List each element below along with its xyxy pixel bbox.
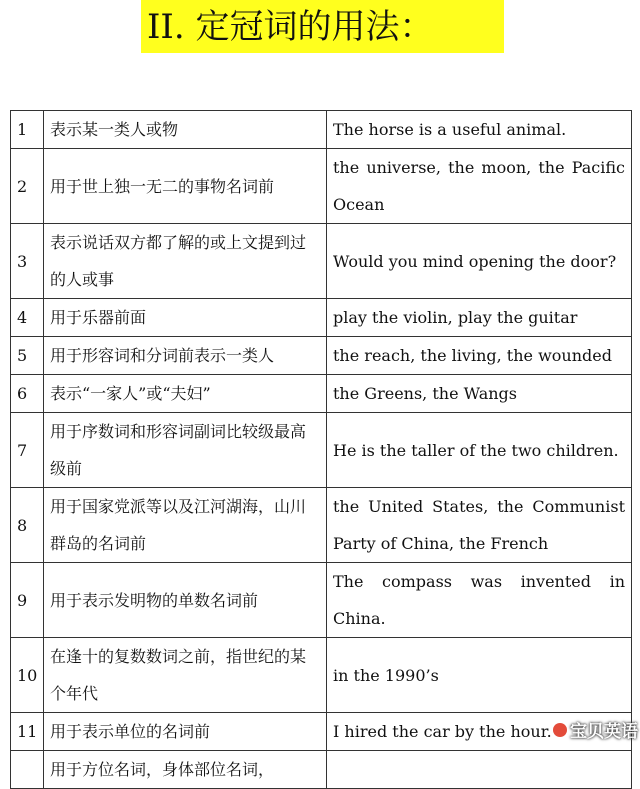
usage-example: The horse is a useful animal.	[327, 111, 632, 149]
row-number: 2	[11, 149, 44, 224]
usage-example: I hired the car by the hour.	[327, 713, 632, 751]
usage-description: 用于表示单位的名词前	[44, 713, 327, 751]
table-row	[11, 224, 632, 299]
usage-description: 表示说话双方都了解的或上文提到过的人或事	[44, 224, 327, 299]
usage-description: 用于乐器前面	[44, 299, 327, 337]
table-row	[11, 299, 632, 337]
usage-description: 在逢十的复数数词之前，指世纪的某个年代	[44, 638, 327, 713]
watermark	[553, 717, 638, 742]
table-row	[11, 751, 632, 789]
table-row	[11, 111, 632, 149]
table-row	[11, 375, 632, 413]
usage-example: Would you mind opening the door?	[327, 224, 632, 299]
page-title-banner	[141, 0, 504, 53]
usage-description: 用于方位名词，身体部位名词，	[44, 751, 327, 789]
usage-example: the Greens, the Wangs	[327, 375, 632, 413]
table-row	[11, 337, 632, 375]
usage-description: 表示“一家人”或“夫妇”	[44, 375, 327, 413]
table-row	[11, 413, 632, 488]
table-row	[11, 713, 632, 751]
row-number: 3	[11, 224, 44, 299]
row-number: 10	[11, 638, 44, 713]
row-number: 6	[11, 375, 44, 413]
usage-example: play the violin, play the guitar	[327, 299, 632, 337]
table-row	[11, 563, 632, 638]
usage-description: 用于表示发明物的单数名词前	[44, 563, 327, 638]
usage-example: the reach, the living, the wounded	[327, 337, 632, 375]
usage-table	[10, 110, 632, 789]
table-row	[11, 488, 632, 563]
watermark-text: 宝贝英语	[570, 722, 638, 742]
row-number: 7	[11, 413, 44, 488]
row-number	[11, 751, 44, 789]
row-number: 8	[11, 488, 44, 563]
row-number: 5	[11, 337, 44, 375]
row-number: 9	[11, 563, 44, 638]
usage-example: the universe, the moon, the Pacific Ocean	[327, 149, 632, 224]
usage-description: 表示某一类人或物	[44, 111, 327, 149]
table-row	[11, 149, 632, 224]
usage-description: 用于国家党派等以及江河湖海，山川群岛的名词前	[44, 488, 327, 563]
row-number: 11	[11, 713, 44, 751]
row-number: 1	[11, 111, 44, 149]
table-row	[11, 638, 632, 713]
watermark-logo-icon	[553, 723, 567, 737]
row-number: 4	[11, 299, 44, 337]
usage-example	[327, 751, 632, 789]
usage-description: 用于形容词和分词前表示一类人	[44, 337, 327, 375]
usage-description: 用于序数词和形容词副词比较级最高级前	[44, 413, 327, 488]
usage-description: 用于世上独一无二的事物名词前	[44, 149, 327, 224]
page-title: II. 定冠词的用法：	[147, 6, 434, 47]
usage-example: the United States, the Communist Party of China, the French	[327, 488, 632, 563]
usage-example: The compass was invented in China.	[327, 563, 632, 638]
usage-example: He is the taller of the two children.	[327, 413, 632, 488]
usage-example: in the 1990’s	[327, 638, 632, 713]
